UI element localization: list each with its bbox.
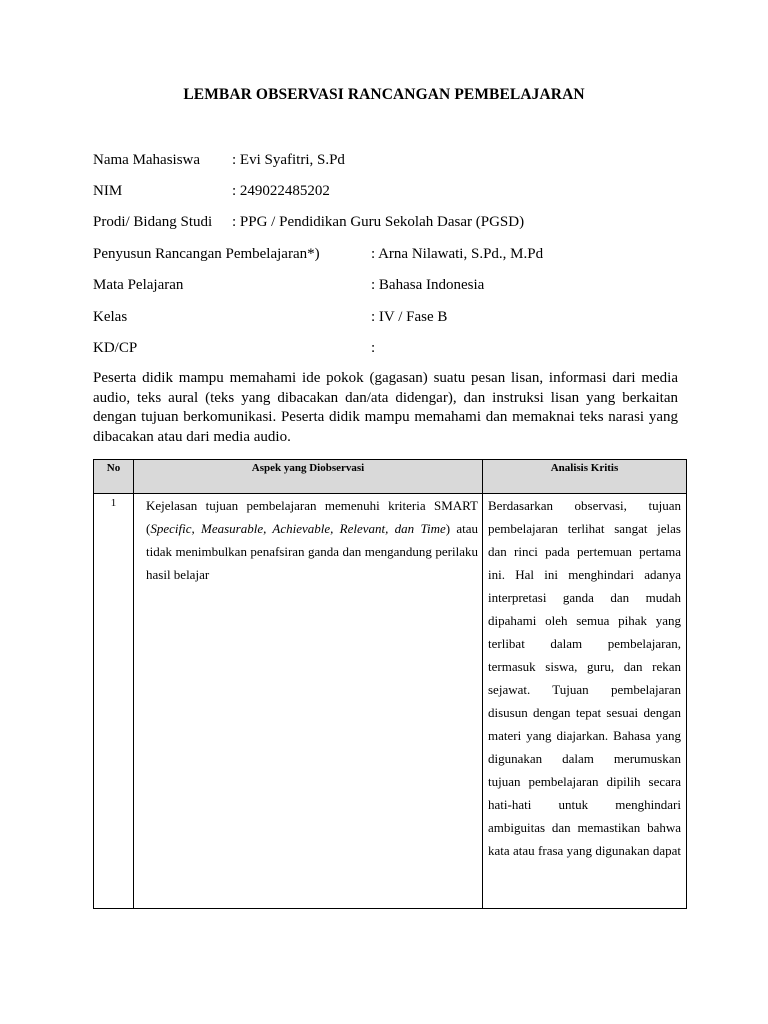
field-value: : Arna Nilawati, S.Pd., M.Pd [371, 246, 544, 262]
field-value: : Evi Syafitri, S.Pd [232, 152, 345, 168]
header-no: No [94, 460, 134, 494]
aspek-text-continued: ) atau tidak menimbulkan penafsiran ganda dan mengandung perilaku hasil belajar [146, 521, 479, 582]
field-value: : Bahasa Indonesia [371, 277, 485, 293]
row-number: 1 [94, 494, 134, 909]
cp-paragraph: Peserta didik mampu memahami ide pokok (gagasan) suatu pesan lisan, informasi dari media audio, teks aural (teks yang dibacakan dan/ata didengar), dan instruksi lisan yang berkaitan dengan tujuan berkomunikasi. Peserta didik mampu memahami dan memaknai teks narasi yang dibacakan atau dari media audio. [93, 370, 678, 445]
field-value: : [371, 340, 376, 356]
analisis-cell: Berdasarkan observasi, tujuan pembelajaran terlihat sangat jelas dan rinci pada pertemuan pertama ini. Hal ini menghindari adanya interpretasi ganda dan mudah dipahami oleh semua pihak yang terlibat dalam pembelajaran, termasuk siswa, guru, dan rekan sejawat. Tujuan pembelajaran disusun dengan tepat sesuai dengan materi yang diajarkan. Bahasa yang digunakan dalam merumuskan tujuan pembelajaran dipilih secara hati-hati untuk menghindari ambiguitas dan memastikan bahwa kata atau frasa yang digunakan dapat [483, 494, 687, 909]
smart-criteria: Specific, Measurable, Achievable, Relevant, dan Time [150, 521, 446, 536]
document-title: LEMBAR OBSERVASI RANCANGAN PEMBELAJARAN [183, 86, 585, 103]
aspek-text: Kejelasan tujuan pembelajaran memenuhi kriteria SMART ( [146, 498, 478, 536]
field-label: Prodi/ Bidang Studi [93, 214, 213, 230]
field-value: : IV / Fase B [371, 309, 448, 325]
header-analisis: Analisis Kritis [483, 460, 687, 494]
field-label: Nama Mahasiswa [93, 152, 201, 168]
field-value: : 249022485202 [232, 183, 330, 199]
field-label: Mata Pelajaran [93, 277, 184, 293]
header-aspek: Aspek yang Diobservasi [134, 460, 483, 494]
observation-table [93, 459, 687, 909]
field-label: Kelas [93, 309, 128, 325]
field-label: KD/CP [93, 340, 138, 356]
table-header-row [94, 460, 687, 494]
aspek-cell [134, 494, 483, 909]
field-value: : PPG / Pendidikan Guru Sekolah Dasar (PGSD) [232, 214, 525, 230]
field-label: NIM [93, 183, 123, 199]
field-label: Penyusun Rancangan Pembelajaran*) [93, 246, 320, 262]
table-row [94, 494, 687, 909]
